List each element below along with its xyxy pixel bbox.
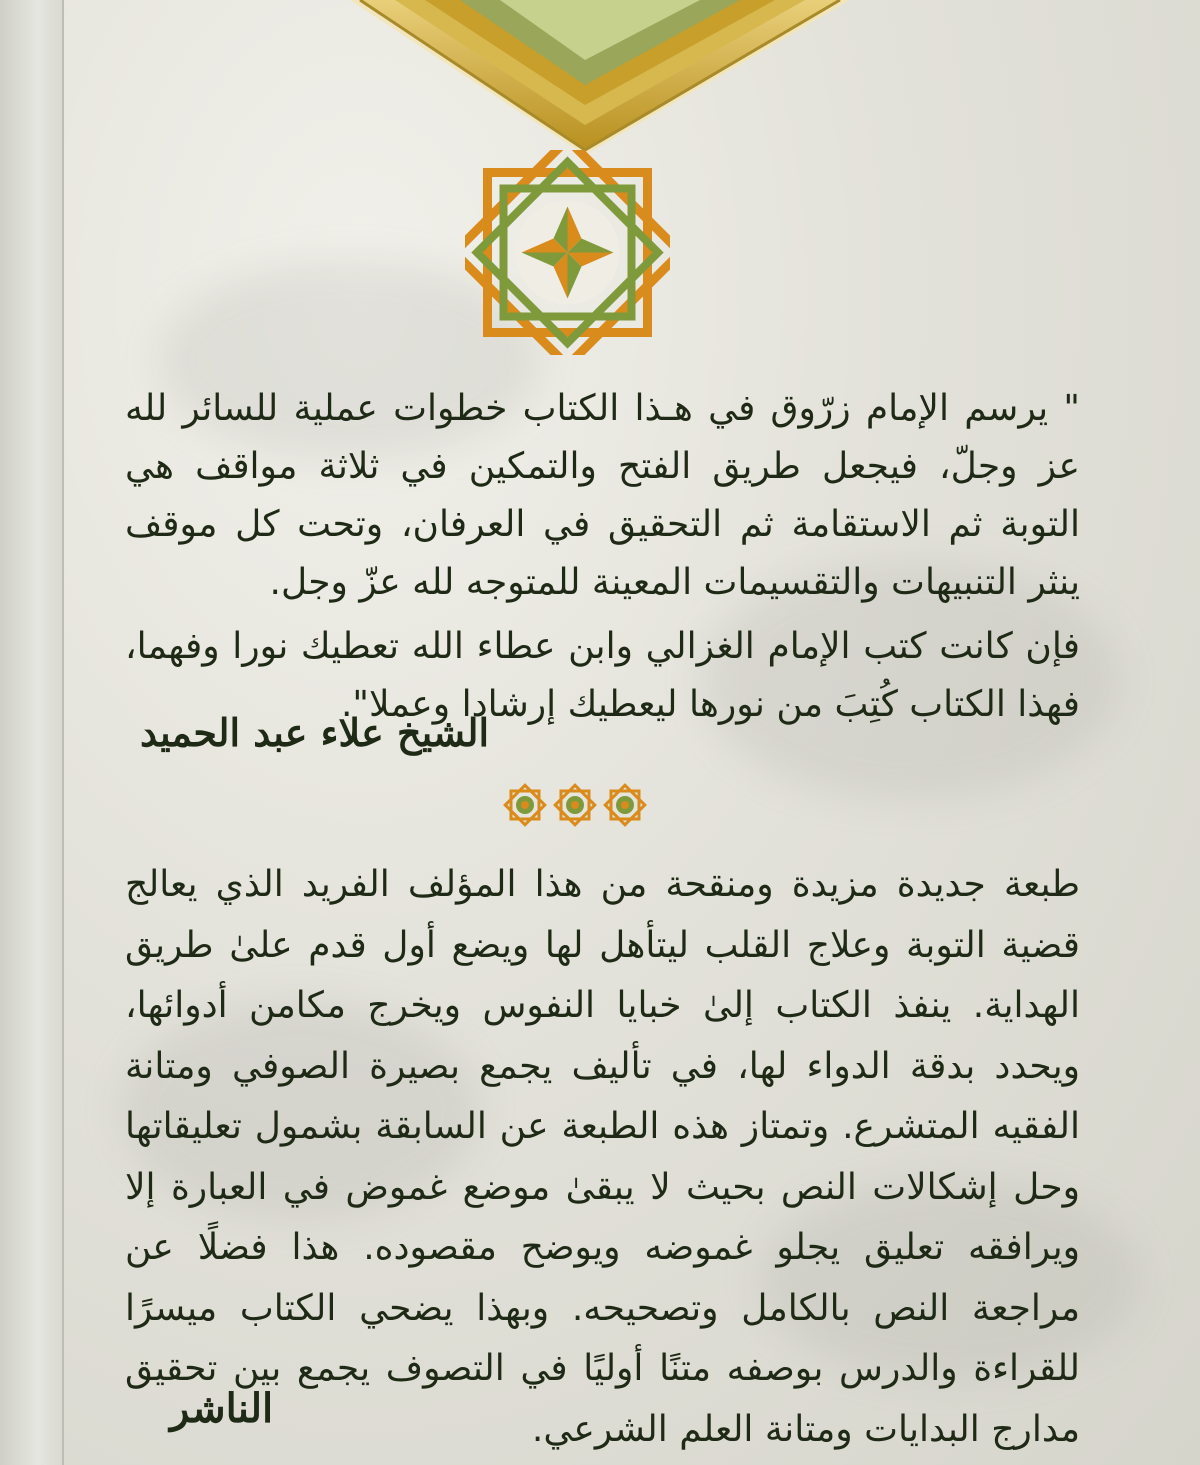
book-description: طبعة جديدة مزيدة ومنقحة من هذا المؤلف الفريد الذي يعالج قضية التوبة وعلاج القلب ليتأهل لها ويضع أول قدم علىٰ طريق الهداية. ينفذ الكتاب إلىٰ خبايا النفوس ويخرج مكامن أدوائها، ويحدد بدقة الدواء لها، في تأليف يجمع بصيرة الصوفي ومتانة الفقيه المتشرع. وتمتاز هذه الطبعة عن السابقة بشمول تعليقاتها وحل إشكالات النص بحيث لا يبقىٰ موضع غموض في العبارة إلا ويرافقه تعليق يجلو غموضه ويوضح مقصوده. هذا فضلًا عن مراجعة النص بالكامل وتصحيحه. وبهذا يضحي الكتاب ميسرًا للقراءة والدرس بوصفه متنًا أوليًا في التصوف يجمع بين تحقيق مدارج البدايات ومتانة العلم الشرعي. [125, 864, 1080, 1450]
quote-block [125, 380, 1080, 734]
eight-point-star-medallion-icon [465, 150, 670, 355]
small-star-ornament-icon [603, 783, 647, 827]
publisher-signature: الناشر [170, 1385, 274, 1432]
small-star-ornament-icon [503, 783, 547, 827]
quote-paragraph-1: " يرسم الإمام زرّوق في هـذا الكتاب خطوات عملية للسائر لله عز وجلّ، فيجعل طريق الفتح والتمكين في ثلاثة مواقف هي التوبة ثم الاستقامة ثم التحقيق في العرفان، وتحت كل موقف ينثر التنبيهات والتقسيمات المعينة للمتوجه لله عزّ وجل. [125, 388, 1080, 603]
book-spine [0, 0, 64, 1465]
quote-paragraph-2: فإن كانت كتب الإمام الغزالي وابن عطاء الله تعطيك نورا وفهما، فهذا الكتاب كُتِبَ من نورها ليعطيك إرشادا وعملا". [125, 626, 1080, 725]
quote-author: الشيخ علاء عبد الحميد [140, 710, 490, 755]
small-star-ornament-icon [553, 783, 597, 827]
gold-chevron-frame-icon [350, 0, 850, 160]
ornament-divider [500, 782, 650, 828]
